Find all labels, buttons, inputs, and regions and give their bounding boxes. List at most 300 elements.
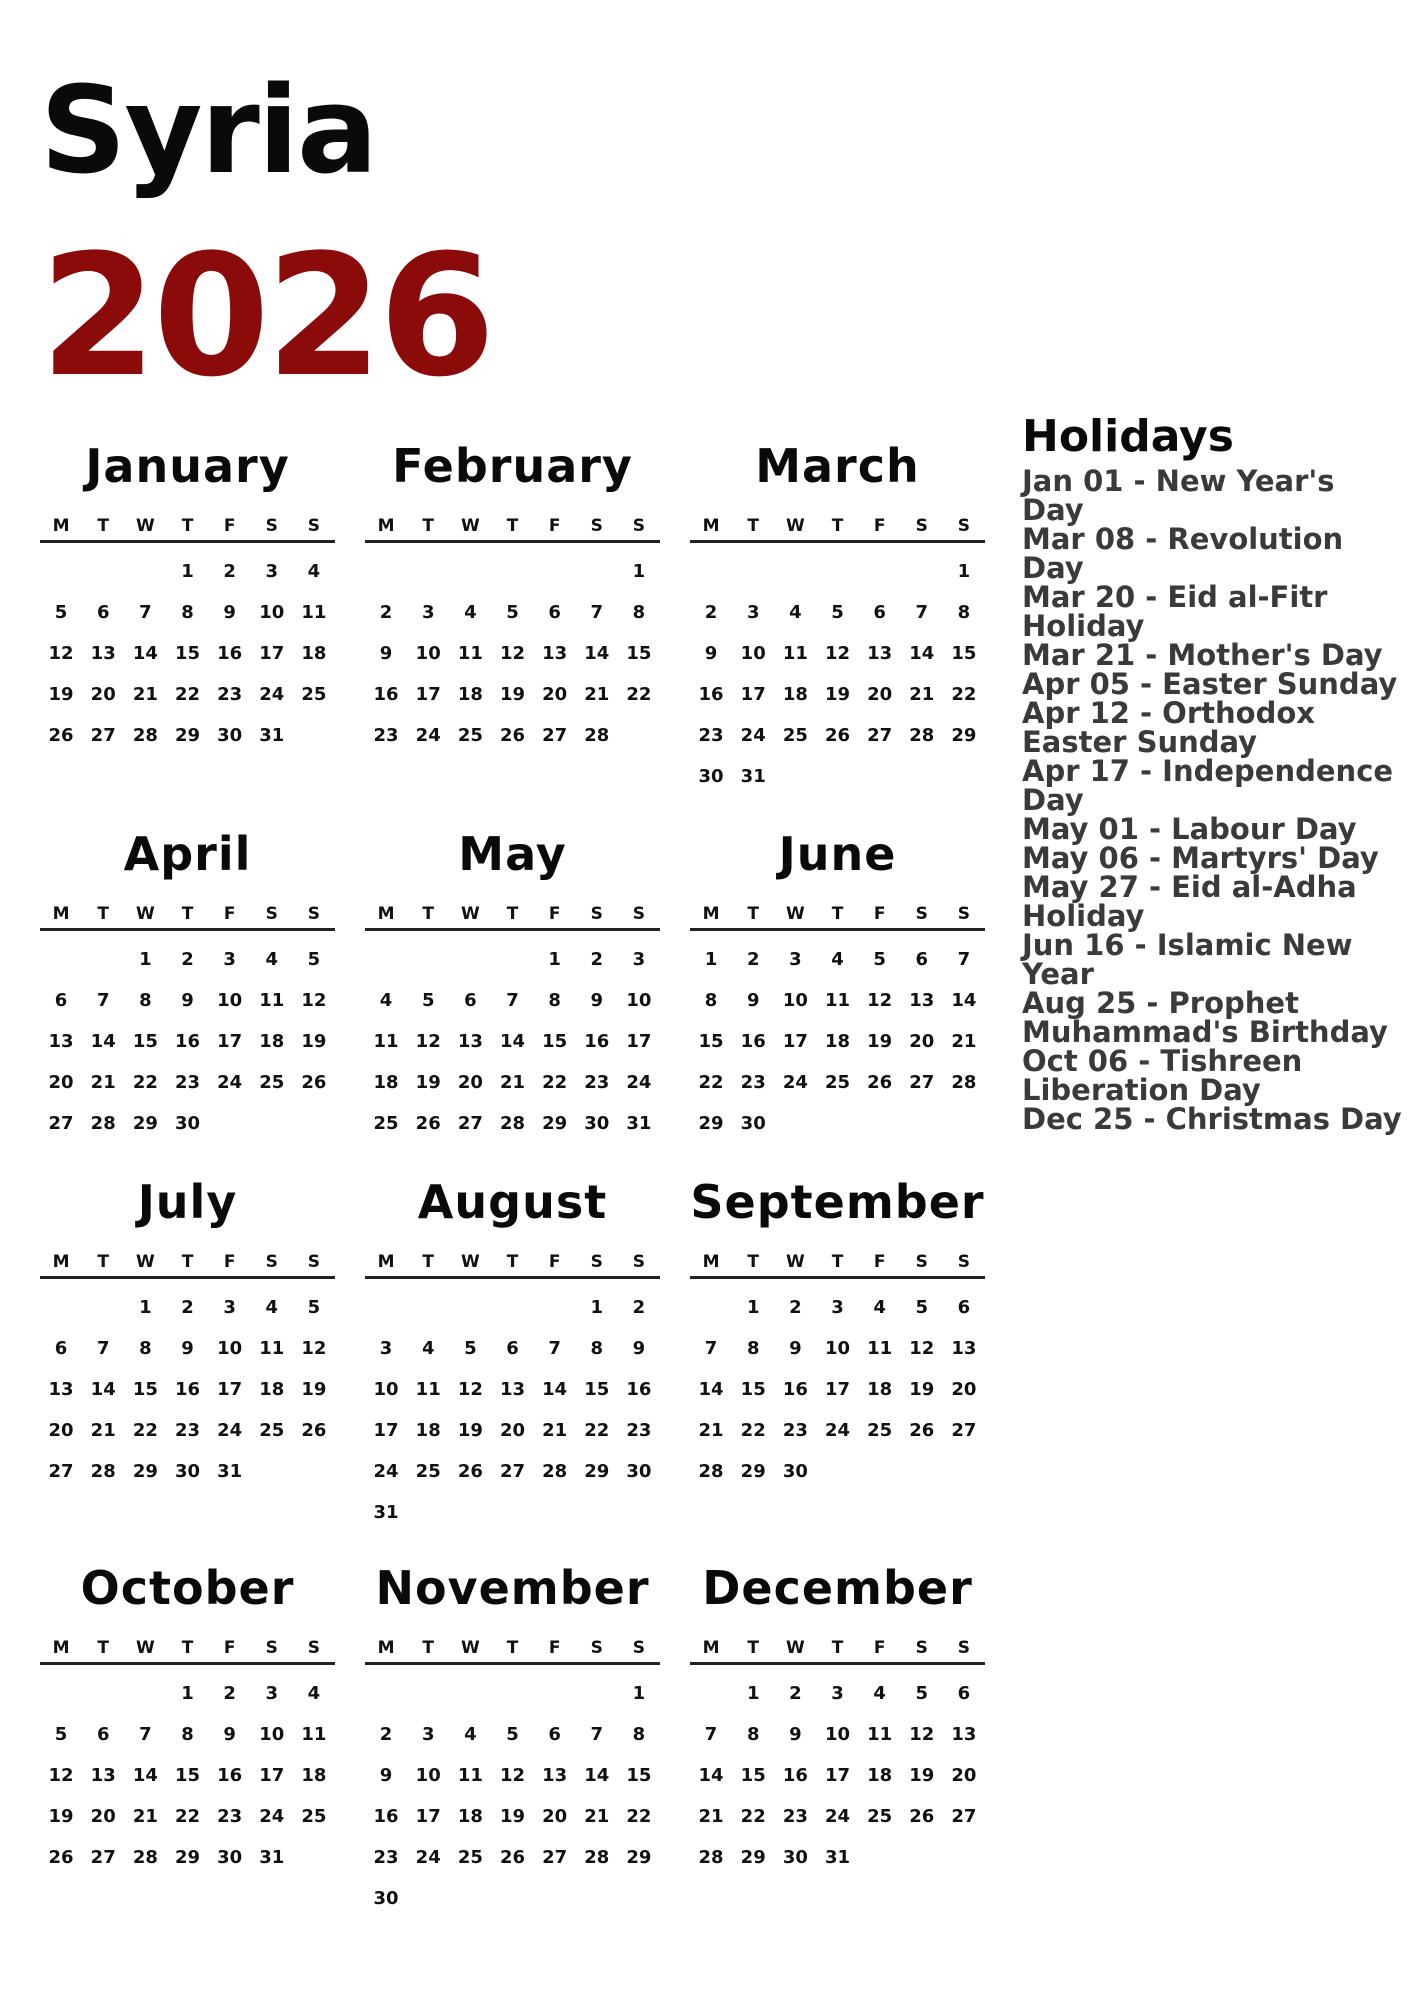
day-cell: 14 bbox=[132, 643, 158, 664]
day-cell: 12 bbox=[415, 1031, 441, 1052]
day-cell: 17 bbox=[373, 1420, 399, 1441]
day-cell: 16 bbox=[626, 1379, 652, 1400]
weekday-label: M bbox=[702, 904, 720, 924]
day-cell: 10 bbox=[824, 1724, 851, 1745]
day-cell: 19 bbox=[415, 1072, 441, 1093]
weekday-label: T bbox=[97, 1638, 110, 1658]
day-cell: 30 bbox=[740, 1113, 766, 1134]
day-cell: 15 bbox=[584, 1379, 610, 1400]
day-cell: 7 bbox=[96, 1338, 110, 1359]
day-cell: 1 bbox=[704, 949, 718, 970]
empty-cell bbox=[534, 551, 576, 592]
day-cell: 3 bbox=[632, 949, 646, 970]
day-cell: 28 bbox=[132, 1847, 158, 1868]
weekday-label: F bbox=[548, 904, 561, 924]
empty-cell bbox=[491, 1673, 533, 1714]
day-cell: 29 bbox=[174, 1847, 201, 1868]
weekday-label: T bbox=[506, 516, 519, 536]
weekday-label: W bbox=[135, 1252, 155, 1272]
day-cell: 10 bbox=[217, 990, 243, 1011]
day-cell: 19 bbox=[824, 684, 851, 705]
day-cell: 3 bbox=[789, 949, 802, 970]
month-name: December bbox=[702, 1561, 973, 1615]
day-cell: 6 bbox=[873, 602, 886, 623]
weekday-label: T bbox=[181, 1638, 194, 1658]
weekday-label: T bbox=[747, 1638, 760, 1658]
month-july bbox=[40, 1176, 335, 1492]
day-cell: 13 bbox=[48, 1031, 74, 1052]
day-cell: 16 bbox=[217, 643, 243, 664]
weekday-label: W bbox=[785, 1252, 805, 1272]
day-cell: 18 bbox=[457, 684, 483, 705]
day-cell: 22 bbox=[626, 1806, 652, 1827]
day-cell: 26 bbox=[499, 725, 526, 746]
day-cell: 3 bbox=[831, 1297, 844, 1318]
day-cell: 29 bbox=[174, 725, 201, 746]
day-cell: 21 bbox=[584, 1806, 610, 1827]
day-cell: 7 bbox=[139, 602, 152, 623]
day-cell: 4 bbox=[873, 1683, 886, 1704]
day-cell: 12 bbox=[48, 1765, 74, 1786]
holiday-item: May 01 - Labour Day bbox=[1022, 812, 1357, 846]
day-cell: 10 bbox=[626, 990, 652, 1011]
empty-cell bbox=[491, 1287, 533, 1328]
day-cell: 16 bbox=[373, 1806, 399, 1827]
day-cell: 10 bbox=[415, 643, 441, 664]
day-cell: 3 bbox=[265, 1683, 279, 1704]
day-cell: 8 bbox=[632, 602, 646, 623]
weekday-label: T bbox=[506, 1638, 519, 1658]
holiday-item: Aug 25 - Prophet Muhammad's Birthday bbox=[1022, 986, 1388, 1049]
day-cell: 4 bbox=[831, 949, 844, 970]
empty-cell bbox=[732, 551, 774, 592]
day-cell: 3 bbox=[379, 1338, 393, 1359]
day-cell: 1 bbox=[746, 1683, 760, 1704]
weekday-label: S bbox=[632, 1252, 646, 1272]
day-cell: 2 bbox=[379, 1724, 393, 1745]
day-cell: 16 bbox=[782, 1765, 808, 1786]
day-cell: 27 bbox=[909, 1072, 935, 1093]
day-cell: 7 bbox=[590, 1724, 604, 1745]
day-cell: 2 bbox=[223, 1683, 236, 1704]
day-cell: 20 bbox=[499, 1420, 526, 1441]
day-cell: 27 bbox=[499, 1461, 526, 1482]
empty-cell bbox=[690, 551, 732, 592]
holiday-item: Jun 16 - Islamic New Year bbox=[1022, 928, 1353, 991]
day-cell: 1 bbox=[139, 949, 152, 970]
weekday-label: M bbox=[52, 904, 70, 924]
day-cell: 31 bbox=[259, 1847, 285, 1868]
weekday-label: T bbox=[97, 1252, 110, 1272]
empty-cell bbox=[534, 1287, 576, 1328]
empty-cell bbox=[365, 1287, 407, 1328]
day-cell: 26 bbox=[301, 1420, 327, 1441]
day-cell: 2 bbox=[789, 1683, 802, 1704]
empty-cell bbox=[576, 1673, 618, 1714]
day-cell: 24 bbox=[217, 1072, 243, 1093]
day-cell: 27 bbox=[48, 1461, 74, 1482]
day-cell: 13 bbox=[48, 1379, 74, 1400]
day-cell: 21 bbox=[90, 1420, 116, 1441]
calendar-months bbox=[40, 440, 995, 1960]
empty-cell bbox=[124, 1673, 166, 1714]
weekday-label: S bbox=[632, 516, 646, 536]
day-cell: 14 bbox=[909, 643, 935, 664]
empty-cell bbox=[690, 1673, 732, 1714]
weekday-header-row bbox=[40, 512, 335, 543]
day-cell: 14 bbox=[584, 643, 610, 664]
day-cell: 14 bbox=[90, 1379, 116, 1400]
day-cell: 18 bbox=[782, 684, 808, 705]
weekday-label: F bbox=[223, 1252, 236, 1272]
day-cell: 24 bbox=[824, 1420, 851, 1441]
weekday-label: M bbox=[52, 1638, 70, 1658]
day-cell: 29 bbox=[132, 1113, 158, 1134]
day-cell: 23 bbox=[217, 684, 243, 705]
day-cell: 3 bbox=[746, 602, 760, 623]
day-cell: 23 bbox=[584, 1072, 610, 1093]
day-cell: 25 bbox=[259, 1072, 285, 1093]
day-cell: 27 bbox=[867, 725, 893, 746]
day-cell: 22 bbox=[740, 1420, 766, 1441]
day-cell: 11 bbox=[373, 1031, 399, 1052]
day-grid bbox=[690, 939, 985, 1144]
day-cell: 26 bbox=[301, 1072, 327, 1093]
day-cell: 1 bbox=[181, 561, 194, 582]
day-cell: 8 bbox=[181, 602, 194, 623]
day-cell: 16 bbox=[698, 684, 724, 705]
month-name: April bbox=[123, 827, 252, 881]
day-cell: 18 bbox=[867, 1379, 893, 1400]
day-cell: 5 bbox=[307, 1297, 321, 1318]
day-cell: 26 bbox=[457, 1461, 483, 1482]
weekday-label: F bbox=[223, 516, 236, 536]
day-grid bbox=[365, 1673, 660, 1919]
day-cell: 17 bbox=[217, 1379, 243, 1400]
day-cell: 2 bbox=[181, 949, 194, 970]
day-cell: 15 bbox=[951, 643, 977, 664]
day-cell: 14 bbox=[499, 1031, 526, 1052]
weekday-label: F bbox=[548, 516, 561, 536]
weekday-label: S bbox=[265, 1252, 278, 1272]
day-cell: 3 bbox=[421, 602, 435, 623]
day-cell: 4 bbox=[307, 1683, 321, 1704]
day-cell: 20 bbox=[542, 1806, 568, 1827]
day-cell: 25 bbox=[782, 725, 808, 746]
day-cell: 13 bbox=[499, 1379, 526, 1400]
weekday-header-row bbox=[690, 1634, 985, 1665]
day-cell: 8 bbox=[957, 602, 971, 623]
day-cell: 19 bbox=[457, 1420, 483, 1441]
weekday-label: S bbox=[915, 1638, 928, 1658]
day-cell: 9 bbox=[746, 990, 760, 1011]
day-cell: 14 bbox=[132, 1765, 158, 1786]
day-cell: 21 bbox=[90, 1072, 116, 1093]
month-name: February bbox=[392, 439, 633, 493]
day-cell: 19 bbox=[909, 1379, 935, 1400]
month-name: October bbox=[80, 1561, 295, 1615]
day-cell: 9 bbox=[181, 1338, 194, 1359]
holiday-item: Dec 25 - Christmas Day bbox=[1022, 1102, 1402, 1136]
weekday-label: T bbox=[181, 904, 194, 924]
day-cell: 6 bbox=[464, 990, 477, 1011]
month-february bbox=[365, 440, 660, 756]
day-cell: 22 bbox=[951, 684, 977, 705]
day-cell: 28 bbox=[542, 1461, 568, 1482]
holidays-title: Holidays bbox=[1022, 411, 1234, 462]
day-cell: 11 bbox=[867, 1724, 893, 1745]
day-cell: 29 bbox=[740, 1847, 766, 1868]
day-cell: 21 bbox=[132, 1806, 158, 1827]
holiday-item: Jan 01 - New Year's Day bbox=[1022, 464, 1335, 527]
day-cell: 6 bbox=[957, 1297, 971, 1318]
day-cell: 25 bbox=[867, 1420, 893, 1441]
day-cell: 24 bbox=[217, 1420, 243, 1441]
weekday-label: T bbox=[422, 904, 435, 924]
day-cell: 22 bbox=[174, 1806, 201, 1827]
weekday-header-row bbox=[690, 1248, 985, 1279]
weekday-label: T bbox=[747, 904, 760, 924]
day-cell: 6 bbox=[54, 1338, 68, 1359]
day-cell: 31 bbox=[259, 725, 285, 746]
day-cell: 12 bbox=[499, 643, 526, 664]
weekday-label: M bbox=[702, 516, 720, 536]
weekday-label: S bbox=[590, 516, 603, 536]
empty-cell bbox=[534, 1673, 576, 1714]
weekday-label: W bbox=[785, 516, 805, 536]
day-cell: 16 bbox=[174, 1379, 201, 1400]
day-cell: 16 bbox=[174, 1031, 201, 1052]
day-cell: 26 bbox=[499, 1847, 526, 1868]
weekday-label: W bbox=[460, 1638, 480, 1658]
weekday-label: S bbox=[307, 1252, 321, 1272]
weekday-label: S bbox=[957, 1638, 971, 1658]
day-cell: 25 bbox=[259, 1420, 285, 1441]
day-cell: 12 bbox=[867, 990, 893, 1011]
day-cell: 18 bbox=[415, 1420, 441, 1441]
day-cell: 14 bbox=[951, 990, 977, 1011]
day-cell: 24 bbox=[824, 1806, 851, 1827]
holiday-item: Mar 21 - Mother's Day bbox=[1022, 638, 1383, 672]
day-cell: 11 bbox=[824, 990, 851, 1011]
weekday-label: F bbox=[223, 1638, 236, 1658]
day-cell: 25 bbox=[867, 1806, 893, 1827]
empty-cell bbox=[449, 1287, 491, 1328]
day-cell: 2 bbox=[746, 949, 760, 970]
day-cell: 27 bbox=[48, 1113, 74, 1134]
day-cell: 8 bbox=[139, 1338, 152, 1359]
day-cell: 24 bbox=[626, 1072, 652, 1093]
weekday-label: T bbox=[97, 516, 110, 536]
day-cell: 24 bbox=[415, 1847, 441, 1868]
weekday-label: S bbox=[915, 1252, 928, 1272]
day-cell: 4 bbox=[307, 561, 321, 582]
day-cell: 24 bbox=[259, 1806, 285, 1827]
day-cell: 5 bbox=[506, 602, 519, 623]
day-cell: 26 bbox=[909, 1420, 935, 1441]
month-march bbox=[690, 440, 985, 797]
day-cell: 27 bbox=[90, 1847, 116, 1868]
day-cell: 18 bbox=[867, 1765, 893, 1786]
day-cell: 2 bbox=[789, 1297, 802, 1318]
day-cell: 17 bbox=[415, 684, 441, 705]
day-cell: 7 bbox=[704, 1338, 718, 1359]
day-cell: 28 bbox=[951, 1072, 977, 1093]
day-cell: 20 bbox=[48, 1420, 74, 1441]
day-cell: 7 bbox=[704, 1724, 718, 1745]
weekday-label: T bbox=[97, 904, 110, 924]
day-cell: 8 bbox=[746, 1338, 760, 1359]
day-grid bbox=[365, 939, 660, 1144]
day-cell: 26 bbox=[48, 725, 74, 746]
day-cell: 5 bbox=[506, 1724, 519, 1745]
day-cell: 3 bbox=[831, 1683, 844, 1704]
day-cell: 17 bbox=[217, 1031, 243, 1052]
weekday-label: M bbox=[377, 904, 395, 924]
day-cell: 9 bbox=[223, 1724, 236, 1745]
weekday-label: F bbox=[873, 516, 886, 536]
month-name: July bbox=[137, 1175, 238, 1229]
weekday-label: W bbox=[785, 904, 805, 924]
weekday-label: S bbox=[265, 516, 278, 536]
day-cell: 5 bbox=[915, 1683, 929, 1704]
weekday-label: T bbox=[831, 1638, 844, 1658]
day-cell: 29 bbox=[951, 725, 977, 746]
day-cell: 3 bbox=[421, 1724, 435, 1745]
day-cell: 21 bbox=[698, 1420, 724, 1441]
day-cell: 17 bbox=[824, 1765, 851, 1786]
weekday-label: S bbox=[307, 904, 321, 924]
day-cell: 28 bbox=[698, 1847, 724, 1868]
day-cell: 6 bbox=[54, 990, 68, 1011]
day-grid bbox=[365, 1287, 660, 1533]
day-cell: 7 bbox=[139, 1724, 152, 1745]
day-cell: 18 bbox=[259, 1379, 285, 1400]
weekday-label: S bbox=[632, 904, 646, 924]
month-name: May bbox=[458, 827, 567, 881]
weekday-label: S bbox=[307, 516, 321, 536]
day-cell: 5 bbox=[464, 1338, 477, 1359]
day-cell: 23 bbox=[174, 1072, 201, 1093]
day-cell: 3 bbox=[265, 561, 279, 582]
day-cell: 30 bbox=[174, 1113, 201, 1134]
day-grid bbox=[40, 1287, 335, 1492]
day-cell: 26 bbox=[48, 1847, 74, 1868]
day-cell: 17 bbox=[259, 643, 285, 664]
empty-cell bbox=[449, 551, 491, 592]
day-cell: 15 bbox=[626, 1765, 652, 1786]
day-cell: 6 bbox=[506, 1338, 519, 1359]
day-cell: 31 bbox=[626, 1113, 652, 1134]
weekday-label: S bbox=[265, 1638, 278, 1658]
day-cell: 31 bbox=[824, 1847, 851, 1868]
day-cell: 15 bbox=[132, 1031, 158, 1052]
weekday-label: T bbox=[506, 904, 519, 924]
day-cell: 13 bbox=[951, 1724, 977, 1745]
day-cell: 25 bbox=[301, 1806, 327, 1827]
day-grid bbox=[690, 1673, 985, 1878]
day-cell: 29 bbox=[740, 1461, 766, 1482]
day-cell: 16 bbox=[740, 1031, 766, 1052]
day-cell: 9 bbox=[789, 1338, 802, 1359]
day-cell: 9 bbox=[379, 1765, 393, 1786]
month-april bbox=[40, 828, 335, 1144]
day-cell: 10 bbox=[782, 990, 808, 1011]
weekday-header-row bbox=[40, 900, 335, 931]
empty-cell bbox=[365, 551, 407, 592]
day-cell: 21 bbox=[951, 1031, 977, 1052]
day-cell: 10 bbox=[373, 1379, 399, 1400]
weekday-label: S bbox=[957, 1252, 971, 1272]
holiday-item: Mar 08 - Revolution Day bbox=[1022, 522, 1344, 585]
weekday-label: S bbox=[307, 1638, 321, 1658]
page-title-country: Syria bbox=[40, 62, 376, 201]
day-cell: 31 bbox=[217, 1461, 243, 1482]
empty-cell bbox=[407, 939, 449, 980]
holiday-item: May 06 - Martyrs' Day bbox=[1022, 841, 1379, 875]
day-cell: 13 bbox=[90, 1765, 116, 1786]
day-cell: 24 bbox=[373, 1461, 399, 1482]
weekday-label: S bbox=[957, 904, 971, 924]
day-cell: 11 bbox=[259, 1338, 285, 1359]
day-cell: 23 bbox=[740, 1072, 766, 1093]
day-cell: 28 bbox=[584, 725, 610, 746]
day-cell: 11 bbox=[301, 1724, 327, 1745]
day-cell: 28 bbox=[499, 1113, 526, 1134]
day-cell: 23 bbox=[782, 1806, 808, 1827]
day-cell: 11 bbox=[867, 1338, 893, 1359]
empty-cell bbox=[82, 551, 124, 592]
weekday-label: T bbox=[422, 1252, 435, 1272]
day-cell: 9 bbox=[632, 1338, 646, 1359]
day-cell: 12 bbox=[909, 1724, 935, 1745]
holiday-list bbox=[1022, 464, 1402, 1136]
day-cell: 16 bbox=[782, 1379, 808, 1400]
weekday-label: M bbox=[377, 1638, 395, 1658]
day-cell: 11 bbox=[457, 643, 483, 664]
day-cell: 5 bbox=[54, 602, 68, 623]
empty-cell bbox=[491, 939, 533, 980]
day-cell: 30 bbox=[626, 1461, 652, 1482]
day-cell: 11 bbox=[415, 1379, 441, 1400]
empty-cell bbox=[859, 551, 901, 592]
empty-cell bbox=[40, 1287, 82, 1328]
month-june bbox=[690, 828, 985, 1144]
day-cell: 28 bbox=[132, 725, 158, 746]
day-cell: 2 bbox=[590, 949, 604, 970]
day-cell: 1 bbox=[957, 561, 971, 582]
weekday-label: T bbox=[422, 516, 435, 536]
day-cell: 17 bbox=[740, 684, 766, 705]
day-cell: 4 bbox=[789, 602, 802, 623]
weekday-header-row bbox=[365, 900, 660, 931]
weekday-label: W bbox=[460, 904, 480, 924]
weekday-label: W bbox=[460, 1252, 480, 1272]
weekday-label: S bbox=[632, 1638, 646, 1658]
month-name: June bbox=[778, 827, 897, 881]
day-cell: 17 bbox=[824, 1379, 851, 1400]
day-cell: 19 bbox=[301, 1031, 327, 1052]
day-cell: 21 bbox=[909, 684, 935, 705]
day-cell: 18 bbox=[301, 643, 327, 664]
empty-cell bbox=[774, 551, 816, 592]
day-cell: 25 bbox=[457, 1847, 483, 1868]
weekday-label: F bbox=[548, 1638, 561, 1658]
day-cell: 23 bbox=[174, 1420, 201, 1441]
day-cell: 30 bbox=[698, 766, 724, 787]
day-cell: 12 bbox=[301, 990, 327, 1011]
day-cell: 1 bbox=[632, 1683, 646, 1704]
